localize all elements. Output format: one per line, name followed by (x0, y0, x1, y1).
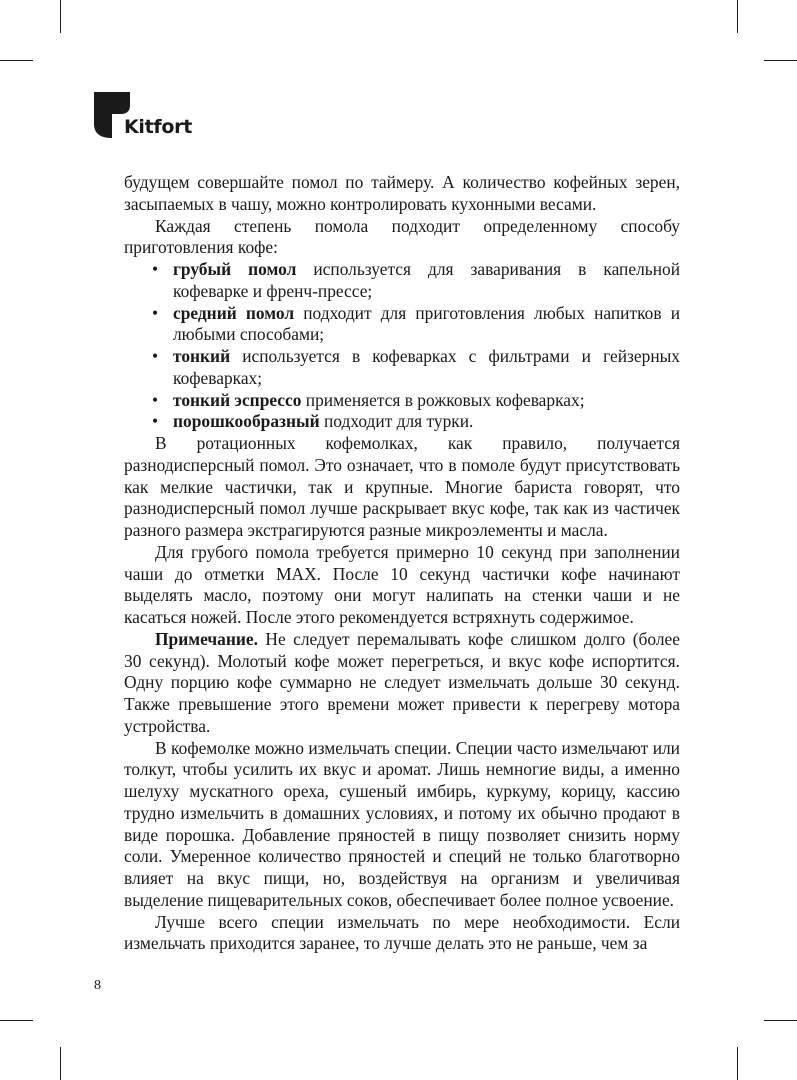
crop-mark-bottom-left-horizontal (0, 1020, 33, 1021)
bullet-icon: • (152, 259, 159, 279)
paragraph-spices-timing: Лучше всего специи измельчать по мере необходимости. Если измельчать приходится заранее, то лучше делать это не раньше, чем за (124, 911, 680, 954)
list-item-text: применяется в рожковых кофеварках; (301, 389, 585, 410)
bullet-icon: • (152, 411, 159, 432)
list-item-term: тонкий (173, 346, 231, 366)
crop-mark-bottom-right-horizontal (764, 1020, 797, 1021)
list-item-text: подходит для турки. (319, 411, 474, 432)
list-item-term: грубый помол (173, 259, 297, 279)
note-label: Примечание. (155, 628, 258, 649)
crop-mark-bottom-left-vertical (60, 1047, 61, 1080)
list-item (124, 303, 680, 347)
crop-mark-top-left-vertical (60, 0, 61, 33)
list-item-term: средний помол (173, 302, 295, 323)
page-body (124, 172, 680, 955)
list-item-text: подходит для приготовления любых напитков и любыми способами; (173, 302, 680, 345)
grind-list (124, 259, 680, 433)
page-number: 8 (94, 978, 101, 993)
list-item (124, 346, 680, 390)
paragraph-continuation: будущем совершайте помол по таймеру. А количество кофейных зерен, засыпаемых в чашу, можно контролировать кухонными весами. (124, 172, 680, 214)
paragraph-note (124, 629, 680, 738)
crop-mark-top-right-vertical (737, 0, 738, 33)
list-item (124, 259, 680, 303)
list-item-text: используется для заваривания в капельной кофеварке и френч-прессе; (173, 259, 681, 301)
crop-mark-top-right-horizontal (764, 60, 797, 61)
list-item-term: порошкообразный (173, 411, 320, 432)
bullet-icon: • (152, 346, 159, 366)
list-item-term: тонкий эспрессо (173, 389, 302, 410)
bullet-icon: • (152, 389, 159, 410)
paragraph-coarse-grind: Для грубого помола требуется примерно 10 секунд при заполнении чаши до отметки MAX. После 10 секунд частички кофе начинают выделять масло, поэтому они могут налипать на стенки чаши и не касаться ножей. После этого рекомендуется встряхнуть содержимое. (124, 541, 680, 627)
paragraph-grind-intro: Каждая степень помола подходит определенному способу приготовления кофе: (124, 215, 680, 258)
crop-mark-top-left-horizontal (0, 60, 33, 61)
note-text: Не следует перемалывать кофе слишком долго (более 30 секунд). Молотый кофе может перегреться, и вкус кофе испортится. Одну порцию кофе суммарно не следует измельчать дольше 30 секунд. Также превышение этого времени может привести к перегреву мотора устройства. (124, 628, 680, 736)
list-item-text: используется в кофеварках с фильтрами и гейзерных кофеварках; (173, 346, 680, 388)
brand-wordmark: Kitfort (124, 116, 192, 138)
paragraph-rotary-grinders: В ротационных кофемолках, как правило, получается разнодисперсный помол. Это означает, что в помоле будут присутствовать как мелкие частички, так и крупные. Многие бариста говорят, что разнодисперсный помол лучше раскрывает вкус кофе, так как из частичек разного размера экстрагируются разные микроэлементы и масла. (124, 433, 680, 540)
brand-logo (94, 92, 214, 142)
list-item (124, 390, 680, 412)
bullet-icon: • (152, 302, 159, 323)
list-item (124, 411, 680, 433)
paragraph-spices: В кофемолке можно измельчать специи. Специи часто измельчают или толкут, чтобы усилить их вкус и аромат. Лишь немногие виды, а именно шелуху мускатного ореха, сушеный имбирь, куркуму, корицу, кассию трудно измельчить в домашних условиях, и потому их обычно продают в виде порошка. Добавление пряностей в пищу позволяет снизить норму соли. Умеренное количество пряностей и специй не только благотворно влияет на вкус пищи, но, воздействуя на организм и увеличивая выделение пищеварительных соков, обеспечивает более полное усвоение. (124, 737, 680, 910)
crop-mark-bottom-right-vertical (737, 1047, 738, 1080)
